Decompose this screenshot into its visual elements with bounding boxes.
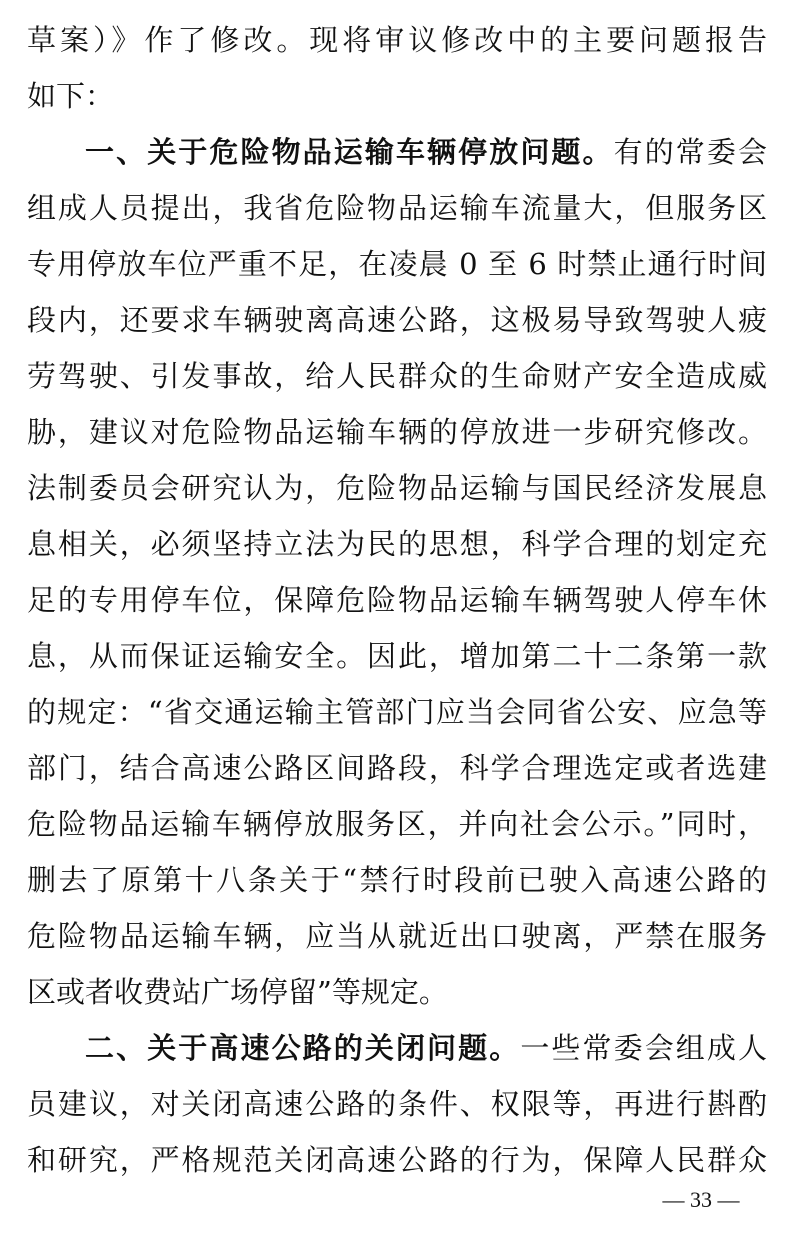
text-line: 区或者收费站广场停留”等规定。 bbox=[27, 975, 448, 1009]
text-line: 专用停放车位严重不足，在凌晨 0 至 6 时禁止通行时间 bbox=[27, 247, 767, 281]
page-number: — 33 — bbox=[662, 1187, 740, 1212]
text-line: 劳驾驶、引发事故，给人民群众的生命财产安全造成威 bbox=[27, 359, 767, 393]
text-line: 组成人员提出，我省危险物品运输车流量大，但服务区 bbox=[27, 191, 767, 225]
text-line: 部门，结合高速公路区间路段，科学合理选定或者选建 bbox=[27, 751, 767, 785]
section-heading: 二、关于高速公路的关闭问题。 bbox=[85, 1031, 521, 1065]
text-line: 胁，建议对危险物品运输车辆的停放进一步研究修改。 bbox=[27, 415, 767, 449]
text-line: 段内，还要求车辆驶离高速公路，这极易导致驾驶人疲 bbox=[27, 303, 767, 337]
text-line: 法制委员会研究认为，危险物品运输与国民经济发展息 bbox=[27, 471, 767, 505]
section-heading-line bbox=[85, 127, 767, 177]
section-heading-line bbox=[85, 1023, 767, 1073]
text-line: 的规定：“省交通运输主管部门应当会同省公安、应急等 bbox=[27, 695, 767, 729]
text-line: 如下： bbox=[27, 79, 115, 113]
text-line: 危险物品运输车辆停放服务区，并向社会公示。”同时， bbox=[27, 807, 767, 841]
text-line: 和研究，严格规范关闭高速公路的行为，保障人民群众 bbox=[27, 1143, 767, 1177]
text-line: 员建议，对关闭高速公路的条件、权限等，再进行斟酌 bbox=[27, 1087, 767, 1121]
section-heading: 一、关于危险物品运输车辆停放问题。 bbox=[85, 135, 614, 169]
text-line: 草案）》作了修改。现将审议修改中的主要问题报告 bbox=[27, 23, 767, 57]
text-line: 息相关，必须坚持立法为民的思想，科学合理的划定充 bbox=[27, 527, 767, 561]
text-segment: 有的常委会 bbox=[613, 135, 767, 169]
text-line: 足的专用停车位，保障危险物品运输车辆驾驶人停车休 bbox=[27, 583, 767, 617]
text-line: 删去了原第十八条关于“禁行时段前已驶入高速公路的 bbox=[27, 863, 767, 897]
text-line: 危险物品运输车辆，应当从就近出口驶离，严禁在服务 bbox=[27, 919, 767, 953]
text-segment: 一些常委会组成人 bbox=[520, 1031, 767, 1065]
text-line: 息，从而保证运输安全。因此，增加第二十二条第一款 bbox=[27, 639, 767, 673]
